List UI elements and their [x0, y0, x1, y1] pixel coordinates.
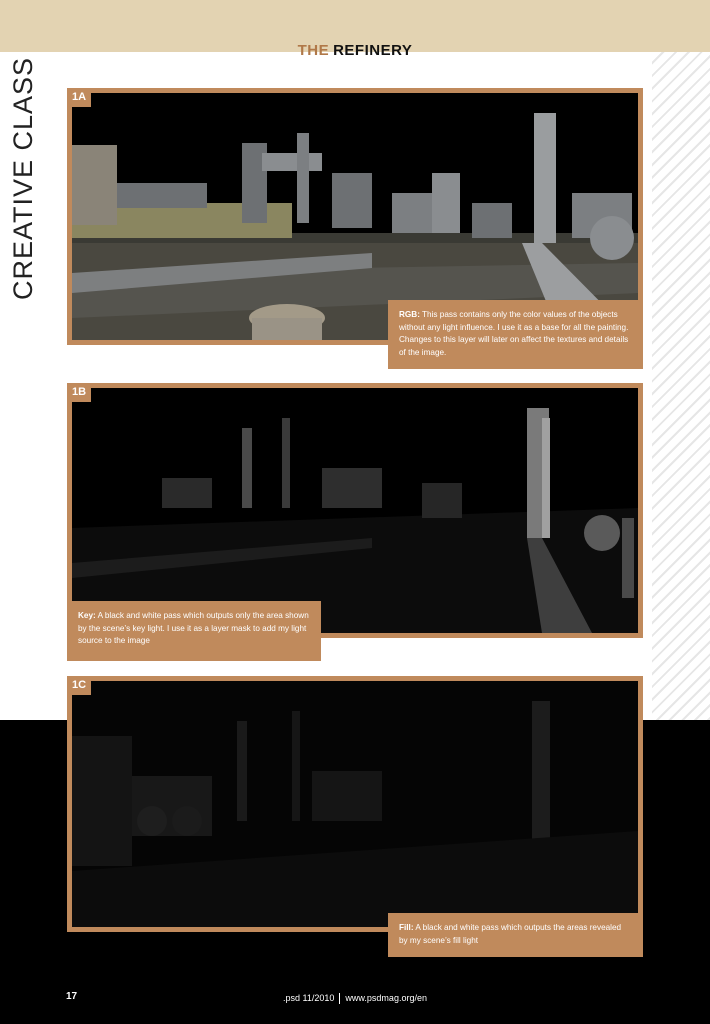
caption-lead: RGB: [399, 310, 420, 319]
caption-text: A black and white pass which outputs the areas revealed by my scene’s fill light [399, 923, 622, 945]
footer [0, 993, 710, 1004]
page-title [0, 42, 710, 59]
page-number: 17 [66, 991, 78, 1002]
title-part-1: THE [297, 42, 330, 59]
title-part-2: REFINERY [333, 42, 413, 59]
footer-separator [339, 993, 340, 1004]
caption-text: A black and white pass which outputs only the area shown by the scene’s key light. I use it as a layer mask to add my light source to the image [78, 611, 309, 645]
caption-text: This pass contains only the color values of the objects without any light influence. I use it as a base for all the painting. Changes to this layer will later on affect the textures and details of the image. [399, 310, 629, 357]
footer-issue: .psd 11/2010 [283, 993, 335, 1003]
render-image-fill [72, 681, 638, 927]
decorative-stripes [652, 52, 710, 720]
caption-lead: Key: [78, 611, 96, 620]
panel-tag: 1C [67, 676, 91, 695]
caption-rgb [388, 300, 643, 369]
caption-key [67, 601, 321, 661]
panel-1c [67, 676, 643, 932]
panel-tag: 1A [67, 88, 91, 107]
section-label: CREATIVE CLASS [8, 56, 38, 300]
panel-tag: 1B [67, 383, 91, 402]
render-image-key [72, 388, 638, 633]
caption-lead: Fill: [399, 923, 414, 932]
caption-fill [388, 913, 643, 957]
panel-1b [67, 383, 643, 638]
footer-url: www.psdmag.org/en [345, 993, 427, 1003]
